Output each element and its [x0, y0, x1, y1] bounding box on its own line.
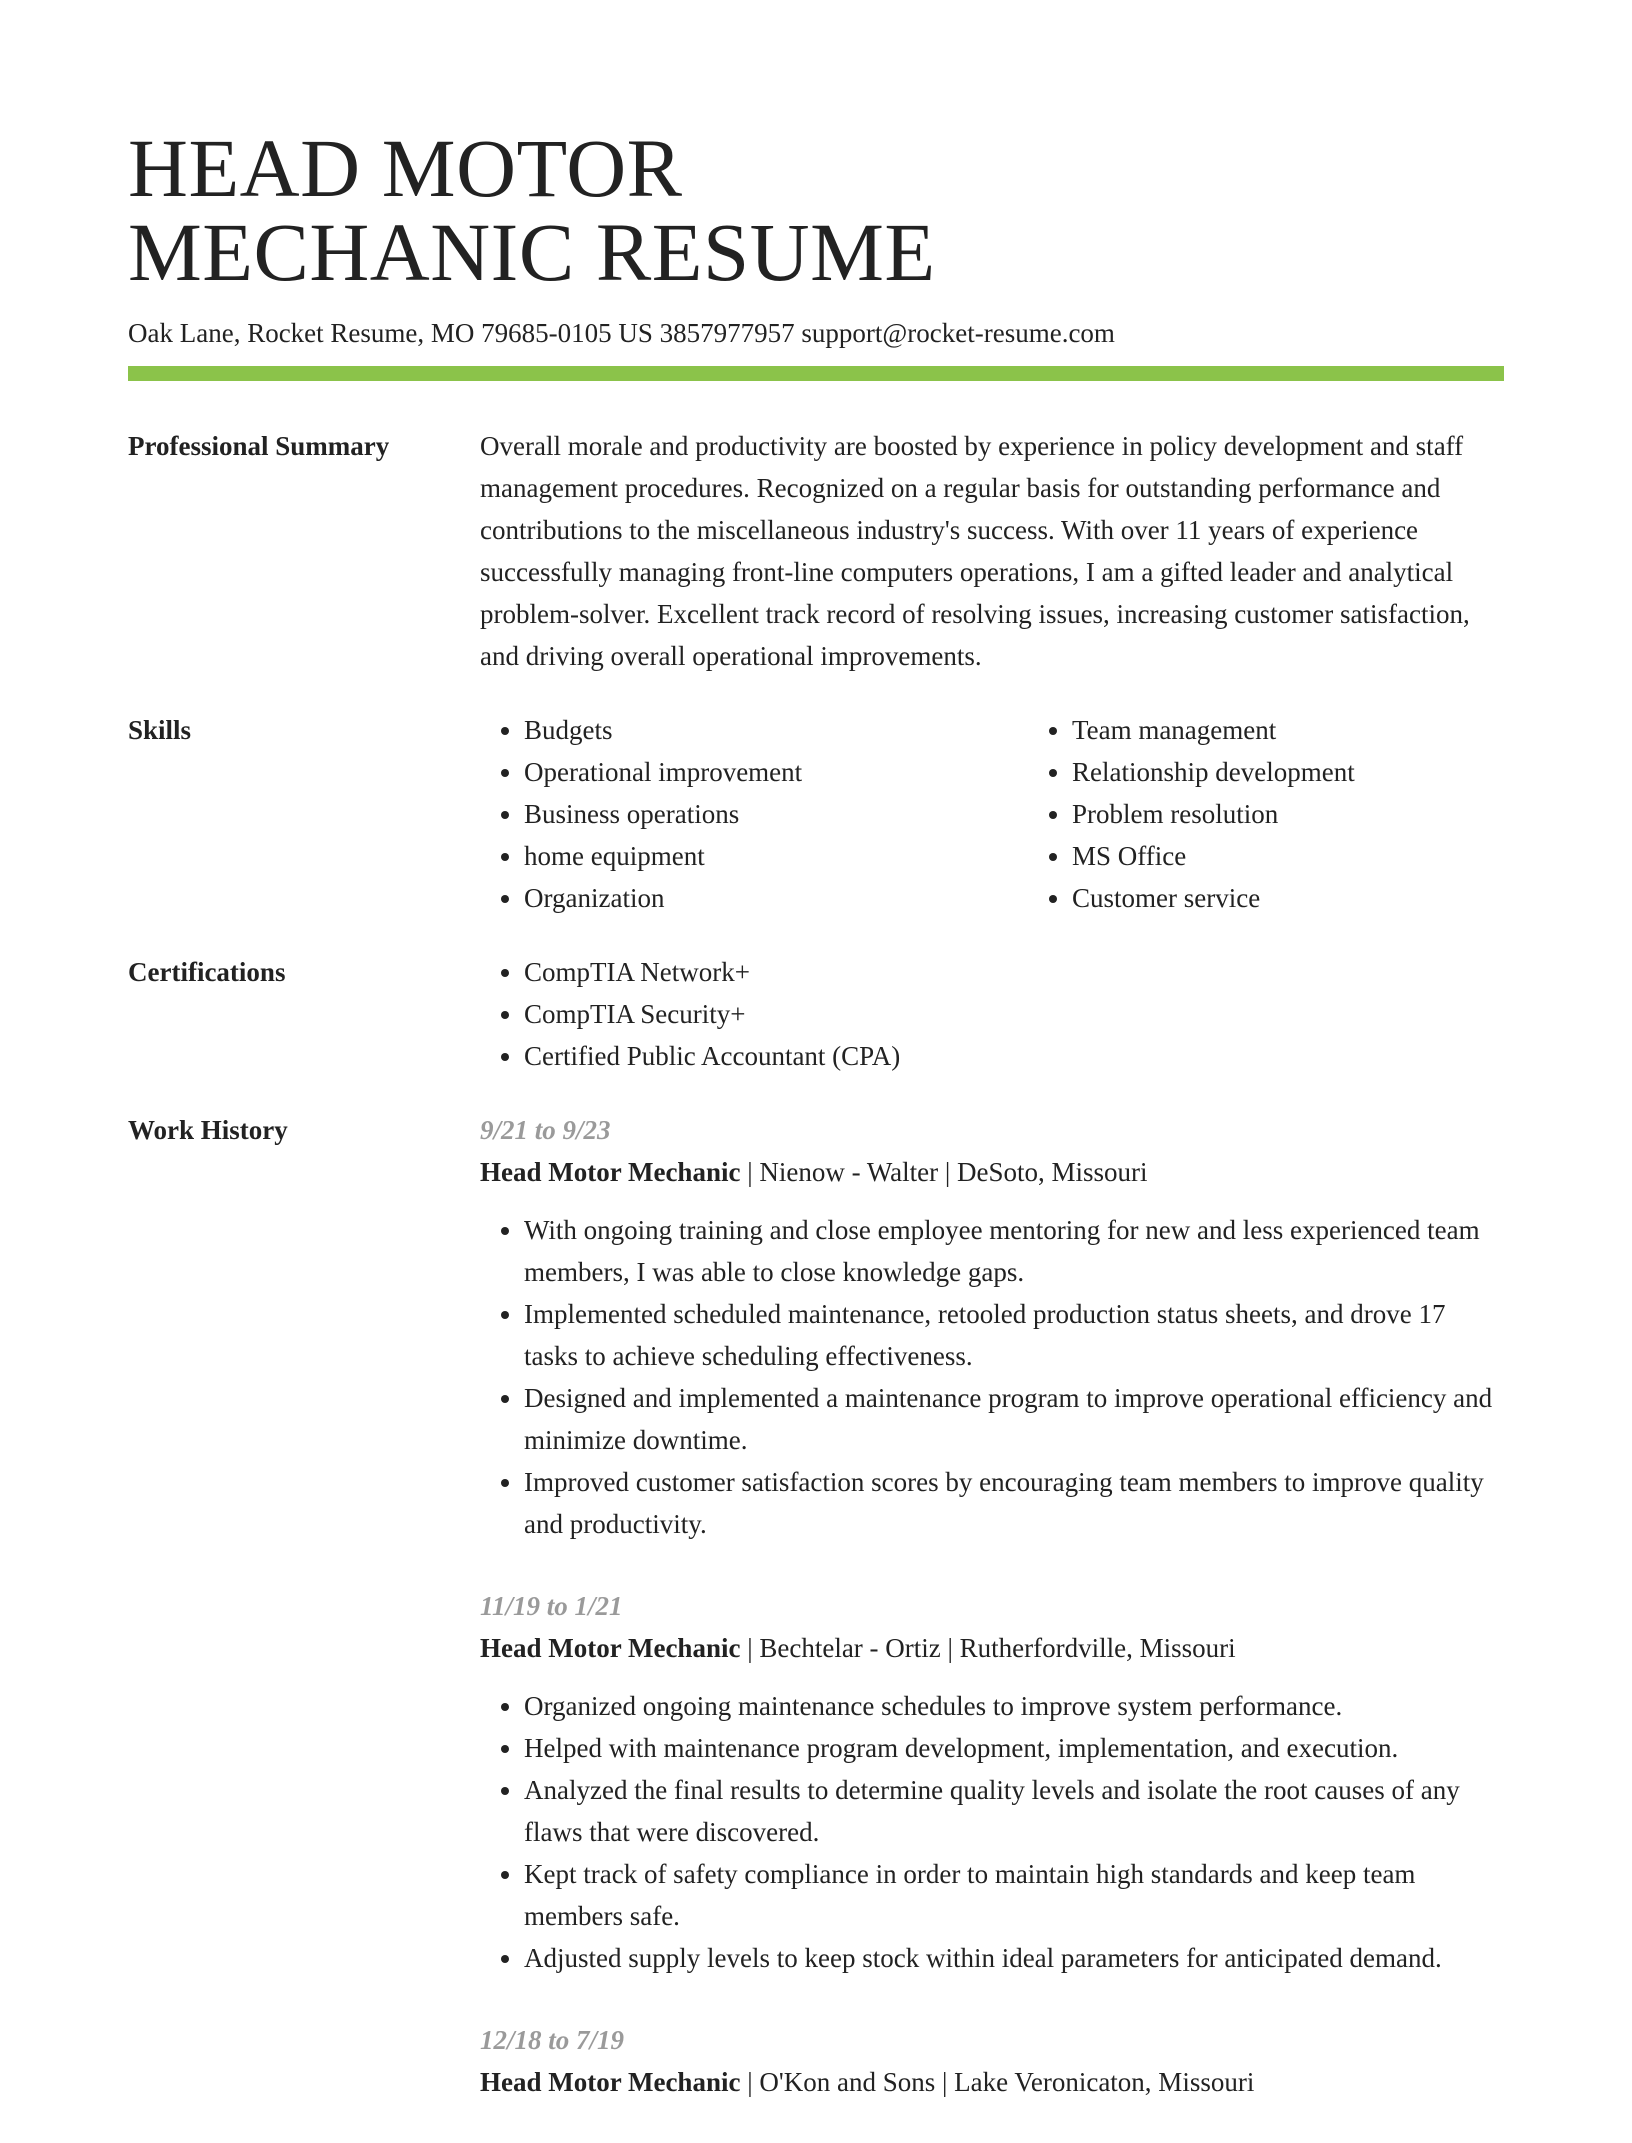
skill-item: • Team management — [1072, 709, 1576, 751]
certifications-list — [480, 951, 1504, 1077]
job-entry — [480, 2019, 1504, 2103]
skills-label: Skills — [128, 715, 192, 745]
certification-item: • Certified Public Accountant (CPA) — [524, 1035, 1504, 1077]
job-bullet: • Adjusted supply levels to keep stock within ideal parameters for anticipated demand. — [524, 1937, 1504, 1979]
job-bullet: • Analyzed the final results to determine quality levels and isolate the root causes of any flaws that were discovered. — [524, 1769, 1504, 1853]
certification-item: • CompTIA Network+ — [524, 951, 1504, 993]
skill-item: • MS Office — [1072, 835, 1576, 877]
job-bullets — [480, 1209, 1504, 1545]
certification-item: • CompTIA Security+ — [524, 993, 1504, 1035]
skill-item: • Budgets — [524, 709, 1028, 751]
skills-section — [128, 709, 1504, 919]
title-line-2: MECHANIC RESUME — [128, 206, 936, 298]
summary-section — [128, 425, 1504, 677]
skill-item: • Problem resolution — [1072, 793, 1576, 835]
job-date: 11/19 to 1/21 — [480, 1591, 623, 1621]
work-history-label: Work History — [128, 1115, 288, 1145]
job-details: | O'Kon and Sons | Lake Veronicaton, Missouri — [740, 2067, 1255, 2097]
skill-item: • Operational improvement — [524, 751, 1028, 793]
skill-item: • Relationship development — [1072, 751, 1576, 793]
skills-list-left — [480, 709, 1028, 919]
skill-item: • Business operations — [524, 793, 1028, 835]
job-bullet: • Kept track of safety compliance in order to maintain high standards and keep team members safe. — [524, 1853, 1504, 1937]
contact-line: Oak Lane, Rocket Resume, MO 79685-0105 US 3857977957 support@rocket-resume.com — [128, 318, 1115, 348]
summary-label: Professional Summary — [128, 431, 390, 461]
job-heading — [480, 2061, 1504, 2103]
certifications-body — [480, 951, 1504, 1077]
work-history-body — [480, 1109, 1504, 2143]
summary-text: Overall morale and productivity are boosted by experience in policy development and staff management procedures. Recognized on a regular basis for outstanding performance and contributions to the miscellaneous industry's success. With over 11 years of experience successfully managing front-line computers operations, I am a gifted leader and analytical problem-solver. Excellent track record of resolving issues, increasing customer satisfaction, and driving overall operational improvements. — [480, 431, 1470, 671]
job-bullet: • Improved customer satisfaction scores by encouraging team members to improve quality and productivity. — [524, 1461, 1504, 1545]
certifications-label: Certifications — [128, 957, 286, 987]
job-title: Head Motor Mechanic — [480, 2067, 741, 2097]
job-title: Head Motor Mechanic — [480, 1157, 741, 1187]
job-heading — [480, 1151, 1504, 1193]
job-bullets — [480, 1685, 1504, 1979]
resume-title — [128, 122, 1504, 298]
accent-divider — [128, 366, 1504, 381]
job-bullet: • With ongoing training and close employee mentoring for new and less experienced team members, I was able to close knowledge gaps. — [524, 1209, 1504, 1293]
job-details: | Nienow - Walter | DeSoto, Missouri — [740, 1157, 1148, 1187]
job-entry — [480, 1585, 1504, 1979]
certifications-section — [128, 951, 1504, 1077]
skills-list-right — [1028, 709, 1576, 919]
job-date: 9/21 to 9/23 — [480, 1115, 611, 1145]
job-bullet: • Designed and implemented a maintenance program to improve operational efficiency and minimize downtime. — [524, 1377, 1504, 1461]
job-heading — [480, 1627, 1504, 1669]
resume-page — [128, 122, 1504, 2143]
skill-item: • Customer service — [1072, 877, 1576, 919]
job-title: Head Motor Mechanic — [480, 1633, 741, 1663]
job-details: | Bechtelar - Ortiz | Rutherfordville, Missouri — [740, 1633, 1236, 1663]
title-line-1: HEAD MOTOR — [128, 122, 683, 214]
job-entry — [480, 1109, 1504, 1545]
job-bullet: • Organized ongoing maintenance schedules to improve system performance. — [524, 1685, 1504, 1727]
skills-grid — [480, 709, 1576, 919]
work-history-section — [128, 1109, 1504, 2143]
skill-item: • home equipment — [524, 835, 1028, 877]
job-bullet: • Helped with maintenance program development, implementation, and execution. — [524, 1727, 1504, 1769]
job-date: 12/18 to 7/19 — [480, 2025, 625, 2055]
skill-item: • Organization — [524, 877, 1028, 919]
job-bullet: • Implemented scheduled maintenance, retooled production status sheets, and drove 17 tasks to achieve scheduling effectiveness. — [524, 1293, 1504, 1377]
